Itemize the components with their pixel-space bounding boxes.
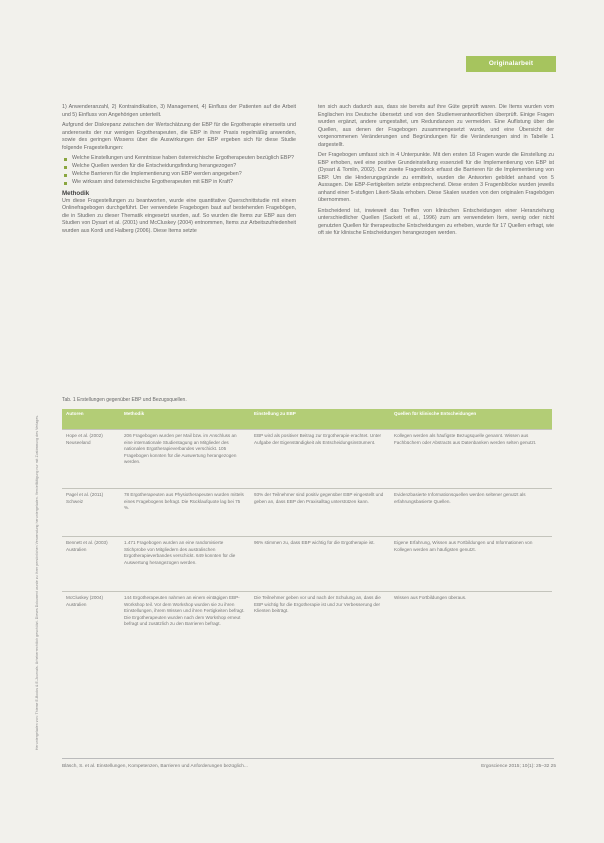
left-column <box>62 104 296 238</box>
copyright-text: Heruntergeladen von: Thieme E-Books & E-Journals. Urheberrechtlich geschützt. Dieses Dokument wurde zu Ihrer persönlichen Verwendung heruntergeladen. Vervielfältigung nur mit Zustimmung des Verlages. <box>35 414 39 750</box>
table-cell: McCluskey (2004) Australien <box>62 592 120 701</box>
list-item: Welche Einstellungen und Kenntnisse haben österreichische Ergotherapeuten bezüglich EBP? <box>72 155 296 163</box>
paragraph: Um diese Fragestellungen zu beantworten, wurde eine quantitative Querschnittstudie mit einem Onlinefragebogen durchgeführt. Der verwendete Fragebogen baut auf bestehenden Fragebögen, die in Studien zu dieser Thematik eingesetzt wurden, auf. So wurden die Items zur EBP aus den Studien von Dysart et al. (2001) und McCluskey (2004) entnommen, Items zur Arbeitszufriedenheit wurden aus Kordi und Halberg (2006). Diese Items setzte <box>62 197 296 234</box>
table-cell: Eigene Erfahrung, Wissen aus Fortbildungen und Informationen von Kollegen werden am häufigsten genutzt. <box>390 537 552 592</box>
list-item: Wie wirksam sind österreichische Ergotherapeuten mit EBP in Kraft? <box>72 179 296 187</box>
right-column <box>318 104 554 241</box>
table-cell: Pagel et al. (2011) Schweiz <box>62 489 120 537</box>
table-cell: Kollegen werden als häufigste Bezugsquelle genannt. Wissen aus Fachbüchern oder Abstracts aus Datenbanken werden selten genutzt. <box>390 430 552 489</box>
question-list <box>62 155 296 187</box>
paragraph: Der Fragebogen umfasst sich in 4 Unterpunkte. Mit den ersten 18 Fragen wurde die Einstellung zu EBP erhoben, weil eine positive Grundeinstellung essenziell für die Implementierung von EBP ist (Dysart & Tomlin, 2002). Der zweite Fragenblock erfasst die Barrieren für die Implementierung von EBP. Um die Hinderungsgründe zu ermitteln, wurden die Antworten gebildet anhand von 5 Aussagen. Die EBP-Fertigkeiten setzte entsprechend. Diese ersten 3 Fragenblöcke wurden jeweils anhand einer 5-stufigen Likert-Skala erhoben. Diese Skalen wurden von den originalen Fragebögen übernommen. <box>318 152 554 203</box>
table-cell: 93% der Teilnehmer sind positiv gegenüber EBP eingestellt und geben an, dass EBP den Praxisalltag unterstützen kann. <box>250 489 390 537</box>
table-cell: 78 Ergotherapeuten aus Physiotherapeuten wurden mittels eines Fragebogens befragt. Die Rücklaufquote lag bei 75 %. <box>120 489 250 537</box>
table-row <box>62 489 552 537</box>
table-row <box>62 430 552 489</box>
column-header: Autoren <box>62 409 120 430</box>
table-row <box>62 592 552 701</box>
list-item: Welche Quellen werden für die Entscheidungsfindung herangezogen? <box>72 163 296 171</box>
footer-divider <box>62 758 554 759</box>
table-row <box>62 537 552 592</box>
table-cell: EBP wird als positiver Beitrag zur Ergotherapie erachtet. Unter Aufgabe der Eigenständigkeit als Entscheidungsinstrument. <box>250 430 390 489</box>
table-cell: Evidenzbasierte Informationsquellen werden seltener genutzt als erfahrungsbasierte Quellen. <box>390 489 552 537</box>
footer-citation: Bläsch, S. et al. Einstellungen, Kompetenzen, Barrieren und Anforderungen bezüglich... <box>62 764 248 769</box>
table-cell: Bennett et al. (2003) Australien <box>62 537 120 592</box>
column-header: Quellen für klinische Entscheidungen <box>390 409 552 430</box>
footer-journal-info: Ergoscience 2015; 10(1): 25–32 25 <box>481 764 556 769</box>
section-tag: Originalarbeit <box>466 56 556 72</box>
studies-table <box>62 409 552 700</box>
paragraph: Aufgrund der Diskrepanz zwischen der Wertschätzung der EBP für die Ergotherapie einerseits und andererseits der nur wenigen Ergotherapeuten, die EBP in ihrer Praxis regelmäßig anwenden, sowie des geringen Wissens über die Auswirkungen der EBP ergeben sich für diese Studie folgende Fragestellungen: <box>62 122 296 151</box>
paragraph: 1) Anwenderanzahl, 2) Kontraindikation, 3) Management, 4) Einfluss der Patienten auf die Arbeit und 5) Einfluss von Angehörigen unterteilt. <box>62 104 296 118</box>
column-header: Einstellung zu EBP <box>250 409 390 430</box>
table-cell: Wissen aus Fortbildungen überaus. <box>390 592 552 701</box>
table-caption: Tab. 1 Erstellungen gegenüber EBP und Bezugsquellen. <box>62 397 187 403</box>
table-cell: 96% stimmen zu, dass EBP wichtig für die Ergotherapie ist. <box>250 537 390 592</box>
table-header-row <box>62 409 552 430</box>
paragraph: Entscheidend ist, inwieweit das Treffen von klinischen Entscheidungen einer Heranziehung unterschiedlicher Quellen (Sackett et al., 1996) zum am verwendeten Item, wenig oder nicht genutzten Quellen für therapeutische Entscheidungen zu erheben, wurde für 17 Quellen erfragt, wie oft sie für klinische Entscheidungen herangezogen werden. <box>318 207 554 236</box>
table-cell: 144 Ergotherapeuten nahmen an einem eintägigen EBP-Workshop teil. Vor dem Workshop wurden sie zu ihren Einstellungen, ihrem Wissen und ihren Fertigkeiten befragt. Die Ergotherapeuten wurden nach dem Workshop erneut befragt und zusätzlich zu den Barrieren befragt. <box>120 592 250 701</box>
table-cell: Die Teilnehmer geben vor und nach der Schulung an, dass die EBP wichtig für die Ergotherapie ist und zur Verbesserung der Klienten beiträgt. <box>250 592 390 701</box>
paragraph: ten sich auch dadurch aus, dass sie bereits auf ihre Güte geprüft waren. Die Items wurden vom Englischen ins Deutsche übersetzt und von den Studienverantwortlichen überprüft. Einige Fragen wurden ergänzt, andere umgestaltet, um Redundanzen zu vermeiden. Eine Auflistung über die Quellen, aus denen der Fragebogen zusammengesetzt wurde, und eine Übersicht der vorgenommenen Veränderungen und Begründungen für die Veränderungen sind in Tabelle 1 dargestellt. <box>318 104 554 148</box>
table-cell: Hope et al. (2002) Neuseeland <box>62 430 120 489</box>
table-cell: 1.471 Fragebogen wurden an eine randomisierte Stichprobe von Mitgliedern des australischen Ergotherapieverbandes verschickt. 649 konnten für die Auswertung herangezogen werden. <box>120 537 250 592</box>
copyright-margin <box>26 110 39 750</box>
table-cell: 206 Fragebogen wurden per Mail bzw. im Anschluss an eine internationale Studientagung an Mitglieder des nationalen Ergotherapieverbandes verschickt. 105 Fragebogen konnten für die Auswertung herangezogen werden. <box>120 430 250 489</box>
list-item: Welche Barrieren für die Implementierung von EBP werden angegeben? <box>72 171 296 179</box>
column-header: Methodik <box>120 409 250 430</box>
methods-heading: Methodik <box>62 189 90 197</box>
